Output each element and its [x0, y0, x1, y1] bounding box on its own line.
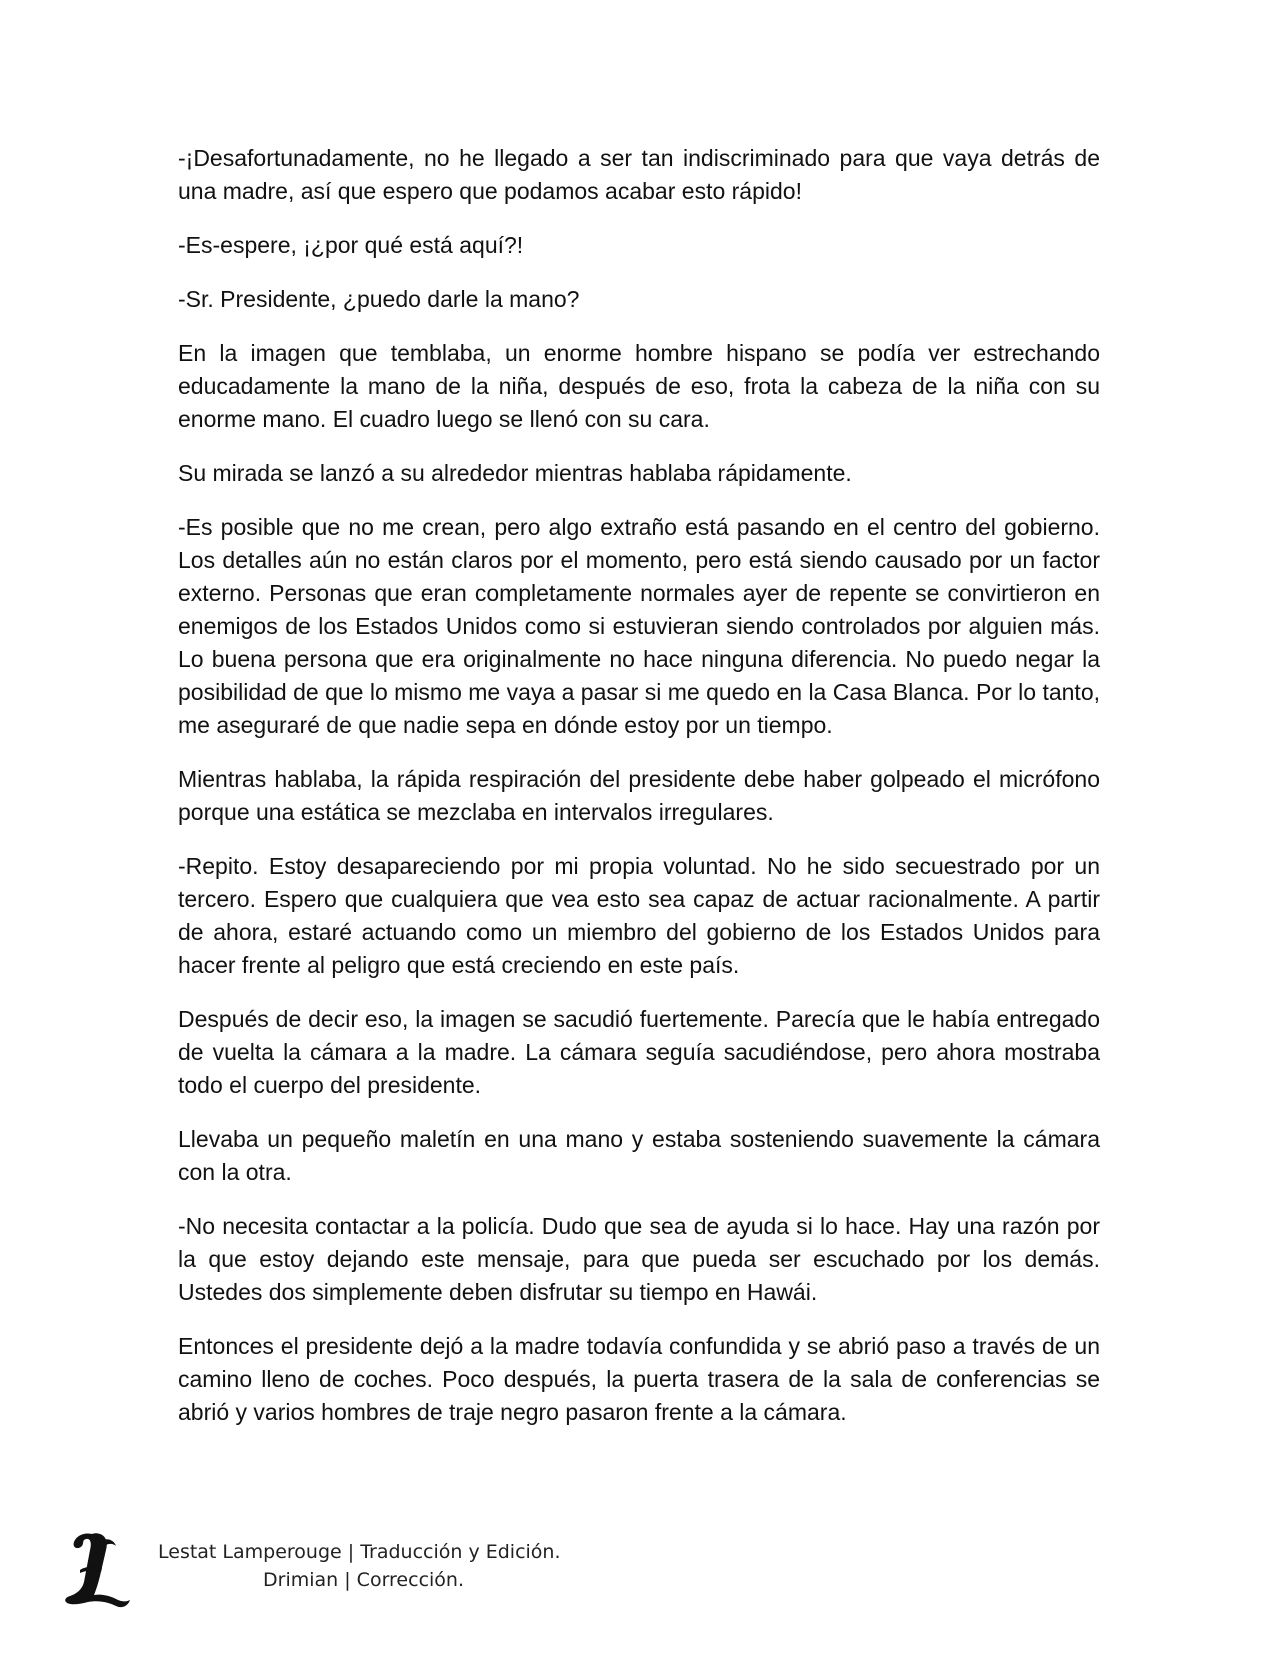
- paragraph-2: -Es-espere, ¡¿por qué está aquí?!: [178, 232, 524, 258]
- paragraph-3: -Sr. Presidente, ¿puedo darle la mano?: [178, 286, 580, 312]
- paragraph-12: Entonces el presidente dejó a la madre todavía confundida y se abrió paso a través de un camino lleno de coches. Poco después, la puerta trasera de la sala de conferencias se abrió y varios hombres de traje negro pasaron frente a la cámara.: [178, 1333, 1100, 1425]
- paragraph-4: En la imagen que temblaba, un enorme hombre hispano se podía ver estrechando educadamente la mano de la niña, después de eso, frota la cabeza de la niña con su enorme mano. El cuadro luego se llenó con su cara.: [178, 340, 1100, 432]
- credit-proofreader: Drimian | Corrección.: [263, 1569, 465, 1591]
- paragraph-5: Su mirada se lanzó a su alrededor mientras hablaba rápidamente.: [178, 460, 852, 486]
- credits: [158, 1538, 561, 1594]
- paragraph-11: -No necesita contactar a la policía. Dudo que sea de ayuda si lo hace. Hay una razón por la que estoy dejando este mensaje, para que pueda ser escuchado por los demás. Ustedes dos simplemente deben disfrutar su tiempo en Hawái.: [178, 1213, 1100, 1305]
- document-body: [178, 142, 1100, 1450]
- paragraph-9: Después de decir eso, la imagen se sacudió fuertemente. Parecía que le había entregado de vuelta la cámara a la madre. La cámara seguía sacudiéndose, pero ahora mostraba todo el cuerpo del presidente.: [178, 1006, 1100, 1098]
- paragraph-10: Llevaba un pequeño maletín en una mano y estaba sosteniendo suavemente la cámara con la otra.: [178, 1126, 1100, 1185]
- credit-translator: Lestat Lamperouge | Traducción y Edición.: [158, 1541, 561, 1563]
- gothic-letter-l-logo-icon: [62, 1530, 132, 1610]
- paragraph-7: Mientras hablaba, la rápida respiración del presidente debe haber golpeado el micrófono porque una estática se mezclaba en intervalos irregulares.: [178, 766, 1100, 825]
- paragraph-8: -Repito. Estoy desapareciendo por mi propia voluntad. No he sido secuestrado por un tercero. Espero que cualquiera que vea esto sea capaz de actuar racionalmente. A partir de ahora, estaré actuando como un miembro del gobierno de los Estados Unidos para hacer frente al peligro que está creciendo en este país.: [178, 853, 1100, 978]
- paragraph-1: -¡Desafortunadamente, no he llegado a ser tan indiscriminado para que vaya detrás de una madre, así que espero que podamos acabar esto rápido!: [178, 145, 1100, 204]
- paragraph-6: -Es posible que no me crean, pero algo extraño está pasando en el centro del gobierno. Los detalles aún no están claros por el momento, pero está siendo causado por un factor externo. Personas que eran completamente normales ayer de repente se convirtieron en enemigos de los Estados Unidos como si estuvieran siendo controlados por alguien más. Lo buena persona que era originalmente no hace ninguna diferencia. No puedo negar la posibilidad de que lo mismo me vaya a pasar si me quedo en la Casa Blanca. Por lo tanto, me aseguraré de que nadie sepa en dónde estoy por un tiempo.: [178, 514, 1100, 738]
- page-footer: [62, 1530, 662, 1630]
